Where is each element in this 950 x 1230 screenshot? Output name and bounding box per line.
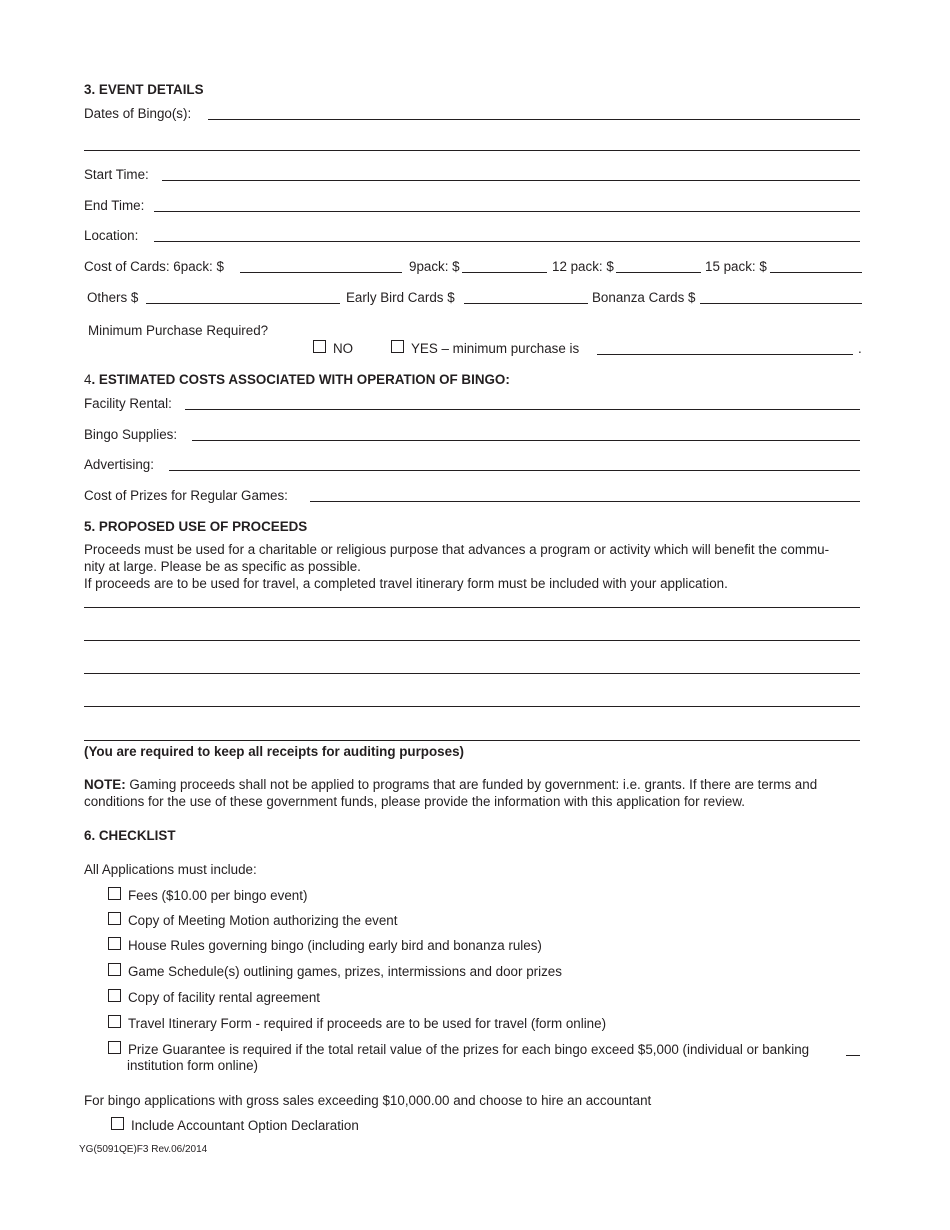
proceeds-travel-note: If proceeds are to be used for travel, a completed travel itinerary form must be included with your application.	[84, 576, 728, 591]
accountant-checkbox[interactable]	[111, 1117, 124, 1130]
checklist-item-prize-guarantee-continued: institution form online)	[127, 1058, 258, 1073]
yes-checkbox[interactable]	[391, 340, 404, 353]
yes-label: YES – minimum purchase is	[411, 341, 580, 356]
ninepack-label: 9pack: $	[409, 259, 460, 274]
sixpack-field[interactable]	[240, 272, 402, 273]
ninepack-field[interactable]	[462, 272, 547, 273]
costs-heading	[84, 372, 510, 387]
note-label: NOTE:	[84, 777, 126, 792]
note-text: Gaming proceeds shall not be applied to programs that are funded by government: i.e. grants. If there are terms and	[125, 777, 818, 792]
house-rules-checkbox[interactable]	[108, 937, 121, 950]
end-time-field[interactable]	[154, 211, 860, 212]
dates-field-continued[interactable]	[84, 150, 860, 151]
early-bird-label: Early Bird Cards $	[346, 290, 455, 305]
start-time-label: Start Time:	[84, 167, 149, 182]
receipts-note: (You are required to keep all receipts for auditing purposes)	[84, 744, 464, 759]
costs-heading-text: . ESTIMATED COSTS ASSOCIATED WITH OPERATION OF BINGO:	[91, 372, 510, 387]
costs-heading-number: 4	[84, 372, 92, 387]
facility-rental-label: Facility Rental:	[84, 396, 172, 411]
proceeds-heading: 5. PROPOSED USE OF PROCEEDS	[84, 519, 308, 534]
early-bird-field[interactable]	[464, 303, 588, 304]
checklist-intro: All Applications must include:	[84, 862, 257, 877]
travel-itinerary-checkbox[interactable]	[108, 1015, 121, 1028]
checklist-item-prize-guarantee: Prize Guarantee is required if the total retail value of the prizes for each bingo exceed $5,000 (individual or banking	[128, 1042, 810, 1057]
accountant-option-label: Include Accountant Option Declaration	[131, 1118, 359, 1133]
government-funds-note-line2: conditions for the use of these government funds, please provide the information with this application for review.	[84, 794, 745, 809]
game-schedule-checkbox[interactable]	[108, 963, 121, 976]
proceeds-answer-line[interactable]	[84, 706, 860, 707]
bonanza-field[interactable]	[700, 303, 862, 304]
location-label: Location:	[84, 228, 139, 243]
advertising-field[interactable]	[169, 470, 860, 471]
prizes-cost-label: Cost of Prizes for Regular Games:	[84, 488, 288, 503]
accountant-intro: For bingo applications with gross sales exceeding $10,000.00 and choose to hire an accountant	[84, 1093, 652, 1108]
checklist-item-game-schedule: Game Schedule(s) outlining games, prizes, intermissions and door prizes	[128, 964, 562, 979]
facility-rental-field[interactable]	[185, 409, 860, 410]
no-label: NO	[333, 341, 354, 356]
government-funds-note-line1	[84, 777, 817, 792]
min-purchase-field[interactable]	[597, 354, 853, 355]
bingo-supplies-field[interactable]	[192, 440, 860, 441]
advertising-label: Advertising:	[84, 457, 154, 472]
event-details-heading: 3. EVENT DETAILS	[84, 82, 204, 97]
form-code: YG(5091QE)F3 Rev.06/2014	[79, 1144, 208, 1155]
proceeds-answer-line[interactable]	[84, 607, 860, 608]
checklist-heading: 6. CHECKLIST	[84, 828, 176, 843]
twelvepack-label: 12 pack: $	[552, 259, 614, 274]
others-field[interactable]	[146, 303, 340, 304]
checklist-item-travel-itinerary: Travel Itinerary Form - required if proceeds are to be used for travel (form online)	[128, 1016, 607, 1031]
twelvepack-field[interactable]	[616, 272, 701, 273]
prizes-cost-field[interactable]	[310, 501, 860, 502]
no-checkbox[interactable]	[313, 340, 326, 353]
checklist-item-meeting-motion: Copy of Meeting Motion authorizing the event	[128, 913, 398, 928]
location-field[interactable]	[154, 241, 860, 242]
bingo-supplies-label: Bingo Supplies:	[84, 427, 178, 442]
min-purchase-question: Minimum Purchase Required?	[88, 323, 269, 338]
dates-field[interactable]	[208, 119, 860, 120]
min-purchase-period: .	[858, 341, 862, 356]
proceeds-answer-line[interactable]	[84, 673, 860, 674]
others-label: Others $	[87, 290, 139, 305]
end-time-label: End Time:	[84, 198, 145, 213]
checklist-item-house-rules: House Rules governing bingo (including early bird and bonanza rules)	[128, 938, 542, 953]
proceeds-answer-line[interactable]	[84, 740, 860, 741]
proceeds-answer-line[interactable]	[84, 640, 860, 641]
bonanza-label: Bonanza Cards $	[592, 290, 696, 305]
cost-of-cards-label: Cost of Cards: 6pack: $	[84, 259, 224, 274]
fifteenpack-field[interactable]	[770, 272, 862, 273]
prize-guarantee-checkbox[interactable]	[108, 1041, 121, 1054]
checklist-item-facility-agreement: Copy of facility rental agreement	[128, 990, 321, 1005]
start-time-field[interactable]	[162, 180, 860, 181]
facility-agreement-checkbox[interactable]	[108, 989, 121, 1002]
fifteenpack-label: 15 pack: $	[705, 259, 767, 274]
fees-checkbox[interactable]	[108, 887, 121, 900]
checklist-item-fees: Fees ($10.00 per bingo event)	[128, 888, 308, 903]
meeting-motion-checkbox[interactable]	[108, 912, 121, 925]
dates-label: Dates of Bingo(s):	[84, 106, 192, 121]
proceeds-instructions-line2: nity at large. Please be as specific as possible.	[84, 559, 361, 574]
proceeds-instructions-line1: Proceeds must be used for a charitable or religious purpose that advances a program or activity which will benefit the commu-	[84, 542, 830, 557]
prize-guarantee-blank[interactable]	[846, 1055, 860, 1056]
